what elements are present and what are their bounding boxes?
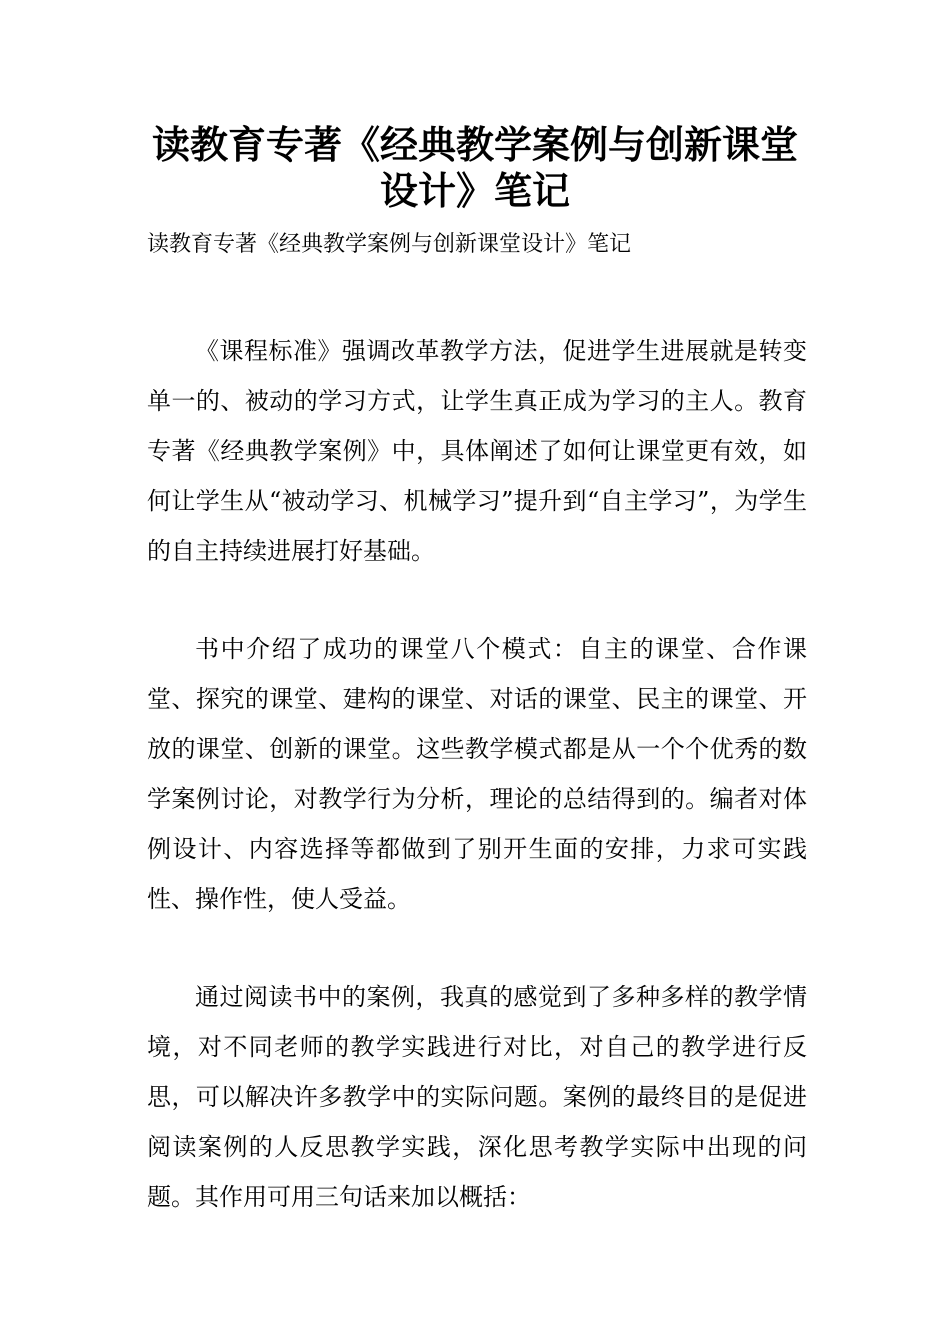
paragraph-3: 通过阅读书中的案例，我真的感觉到了多种多样的教学情境，对不同老师的教学实践进行对比，对自己的教学进行反思，可以解决许多教学中的实际问题。案例的最终目的是促进阅读案例的人反思教学实践，深化思考教学实际中出现的问题。其作用可用三句话来加以概括： <box>147 983 807 1211</box>
paragraph-1: 《课程标准》强调改革教学方法，促进学生进展就是转变单一的、被动的学习方式，让学生真正成为学习的主人。教育专著《经典教学案例》中，具体阐述了如何让课堂更有效，如何让学生从“被动学习、机械学习”提升到“自主学习”，为学生的自主持续进展打好基础。 <box>147 337 807 565</box>
document-subtitle: 读教育专著《经典教学案例与创新课堂设计》笔记 <box>147 232 632 257</box>
document-title: 读教育专著《经典教学案例与创新课堂设计》笔记 <box>151 123 798 213</box>
paragraph-2: 书中介绍了成功的课堂八个模式：自主的课堂、合作课堂、探究的课堂、建构的课堂、对话的课堂、民主的课堂、开放的课堂、创新的课堂。这些教学模式都是从一个个优秀的数学案例讨论，对教学行为分析，理论的总结得到的。编者对体例设计、内容选择等都做到了别开生面的安排，力求可实践性、操作性，使人受益。 <box>147 635 807 913</box>
